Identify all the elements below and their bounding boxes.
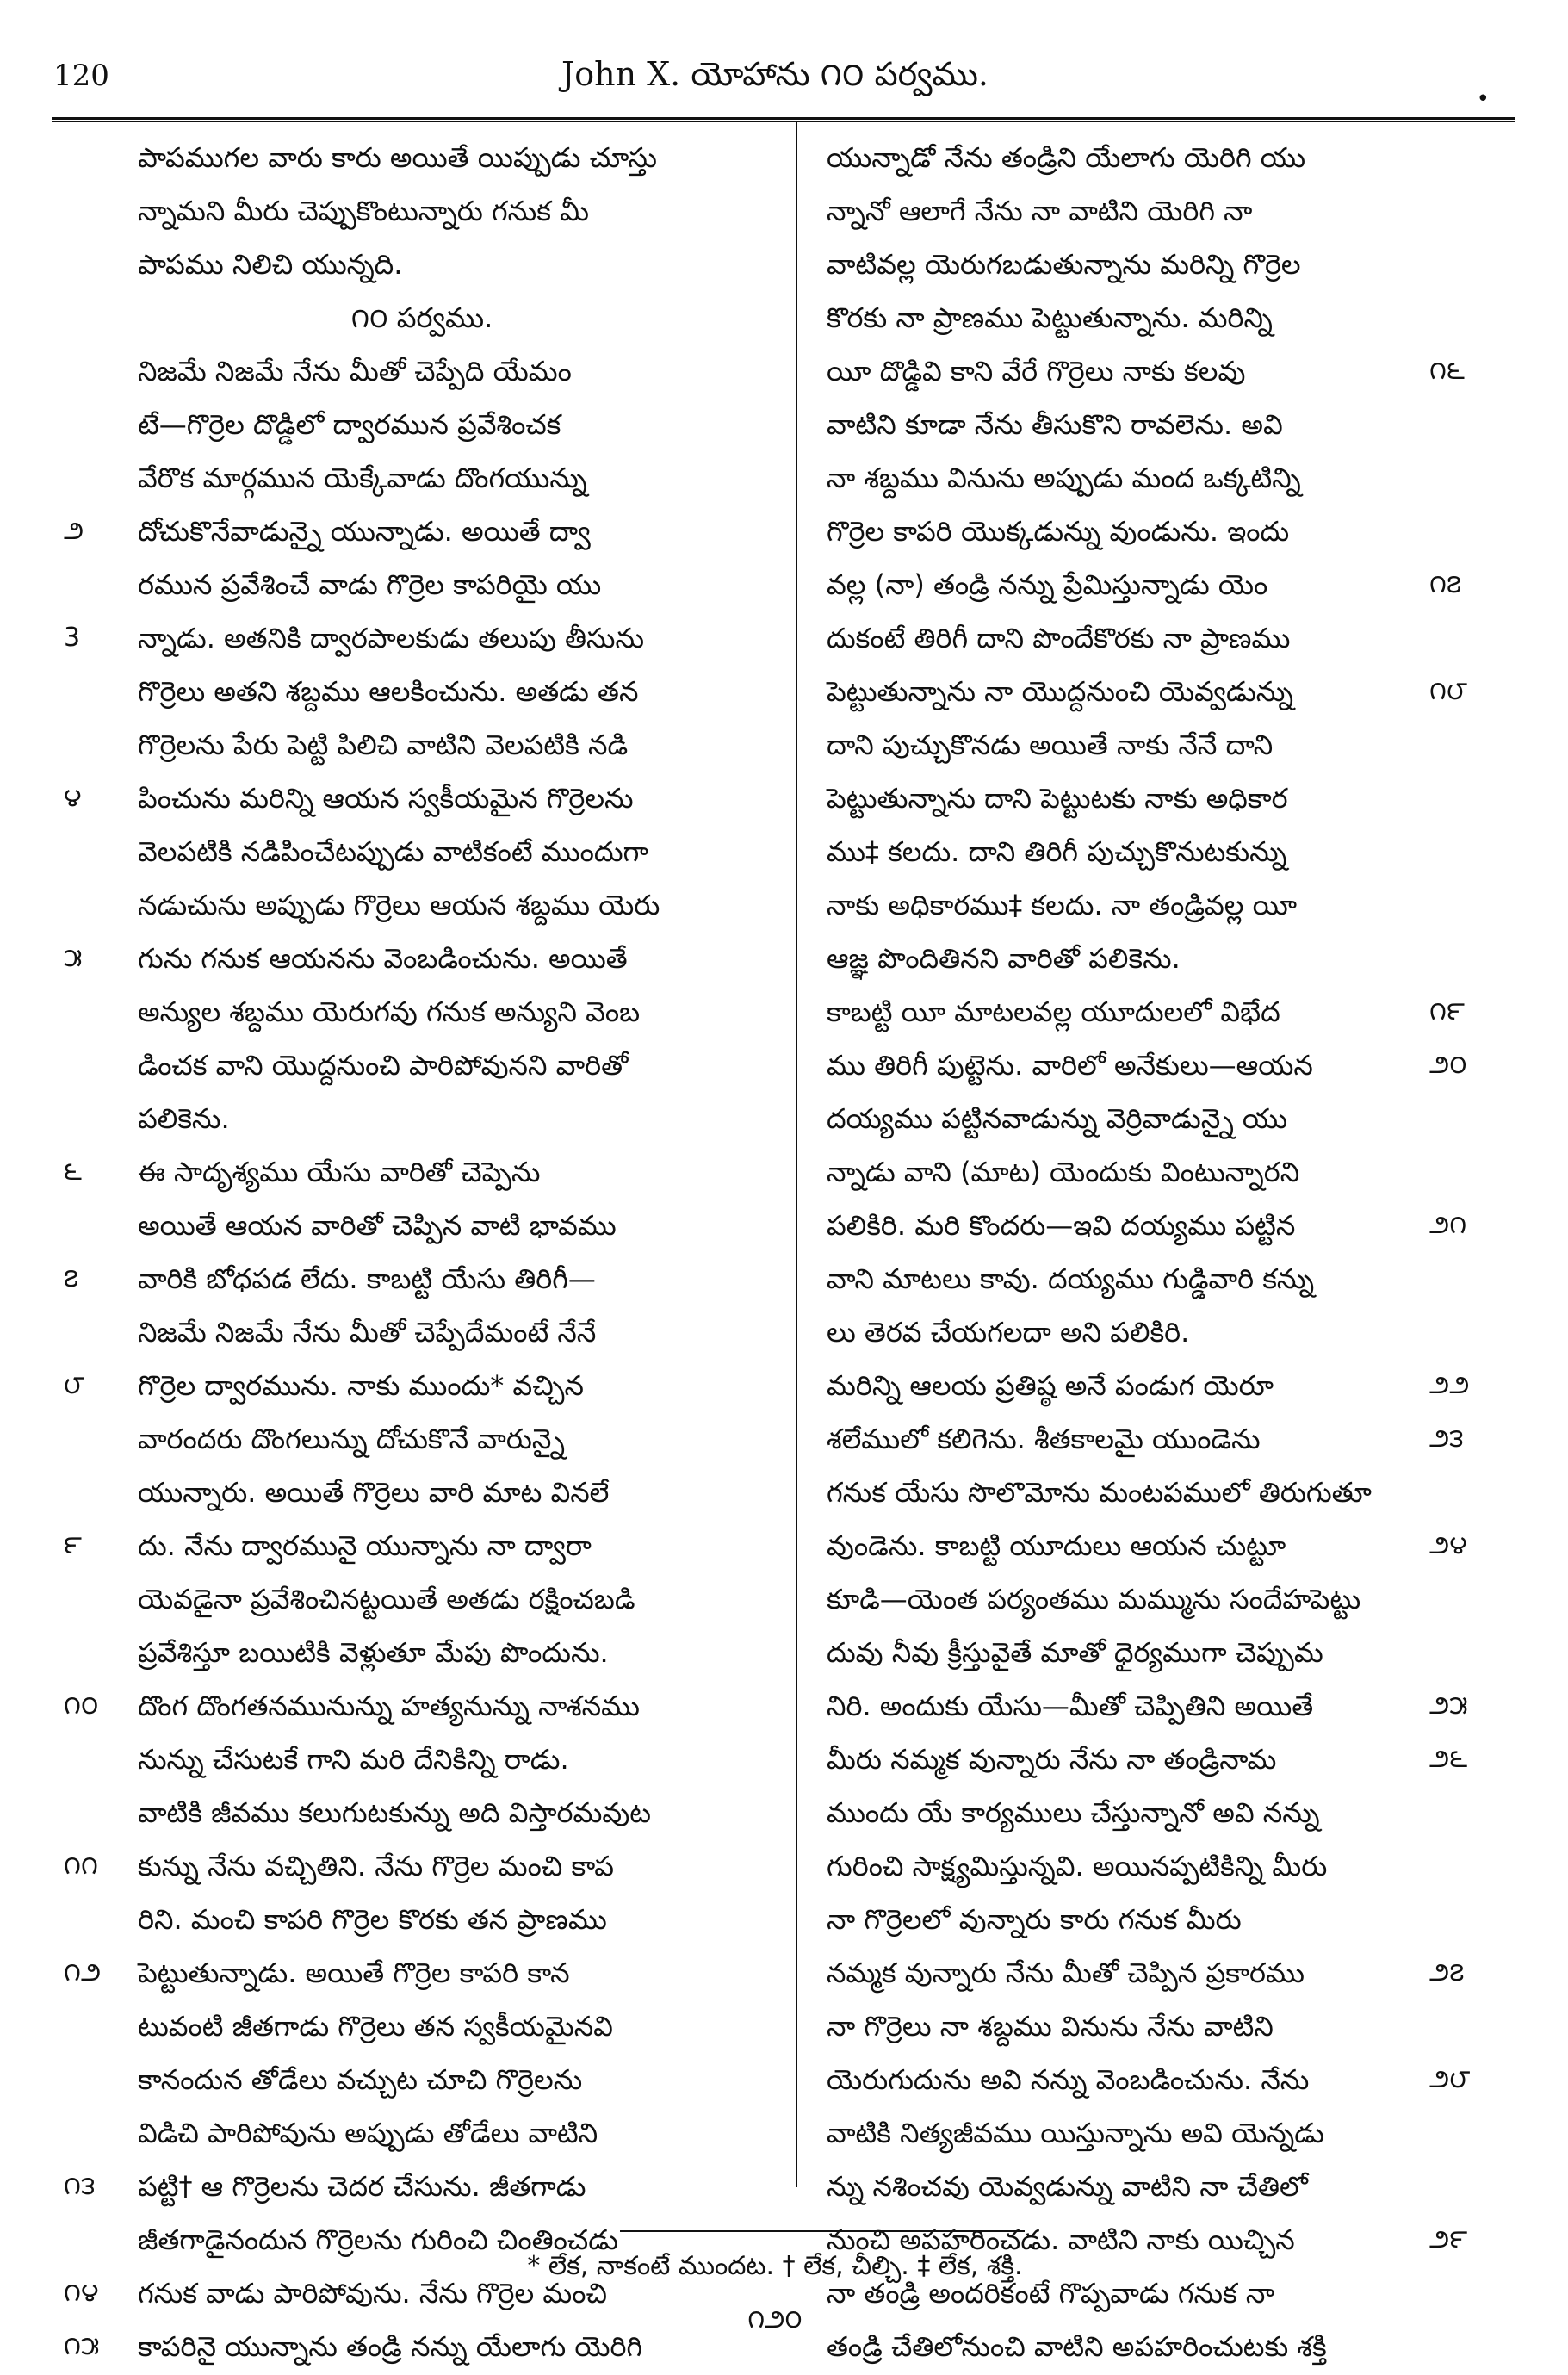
verse-number: ౨౧ (1429, 1210, 1467, 1240)
verse-number: ౧౧ (64, 1851, 98, 1881)
line-text: నిజమే నిజమే నేను మీతో చెప్పేది యేమం (138, 355, 572, 388)
line-text: ము‡ కలదు. దాని తిరిగీ పుచ్చుకొనుటకున్ను (827, 835, 1287, 868)
line-text: ఆజ్ఞ పొందితినని వారితో పలికెను. (827, 942, 1181, 975)
line-text: యెవడైనా ప్రవేశించినట్టయితే అతడు రక్షించబడి (138, 1583, 635, 1615)
line-text: ౧౦ పర్వము. (350, 301, 493, 334)
printer-signature: ౧౨౦ (747, 2304, 803, 2335)
text-line (809, 1839, 1515, 1893)
line-text: నా తండ్రి అందరికంటే గొప్పవాడు గనుక నా (827, 2277, 1275, 2310)
text-line (809, 398, 1515, 451)
verse-number: ౮ (64, 1370, 85, 1400)
verse-number: ౨౬ (1429, 1744, 1468, 1774)
line-text: మీరు నమ్మక వున్నారు నేను నా తండ్రినామ (827, 1743, 1277, 1776)
line-text: గొర్రెలు అతని శబ్దము ఆలకించును. అతడు తన (138, 675, 639, 708)
text-line (809, 1626, 1515, 1679)
line-text: వాటికి నిత్యజీవము యిస్తున్నాను అవి యెన్నడు (827, 2117, 1324, 2149)
line-text: పాపము నిలిచి యున్నది. (138, 248, 403, 281)
text-line (809, 611, 1515, 665)
line-text: దుకంటే తిరిగీ దాని పొందేకొరకు నా ప్రాణము (827, 622, 1291, 654)
text-line (809, 1039, 1515, 1092)
line-text: తండ్రి చేతిలోనుంచి వాటిని అపహరించుటకు శక్తి (827, 2330, 1327, 2363)
line-text: పెట్టుతున్నాను నా యొద్దనుంచి యెవ్వడున్ను (827, 675, 1294, 708)
verse-number: ౨౮ (1429, 2064, 1471, 2094)
header-rule (52, 117, 1515, 120)
text-line (52, 1466, 792, 1519)
text-line (809, 2000, 1515, 2053)
line-text: నమ్మక వున్నారు నేను మీతో చెప్పిన ప్రకారము (827, 1956, 1305, 1989)
line-text: దువు నీవు క్రీస్తువైతే మాతో ధైర్యముగా చెప్పుమ (827, 1636, 1323, 1669)
text-line (52, 451, 792, 505)
text-line (809, 772, 1515, 825)
line-text: లు తెరవ చేయగలదా అని పలికిరి. (827, 1316, 1190, 1349)
line-text: న్నానో ఆలాగే నేను నా వాటిని యెరిగి నా (827, 195, 1253, 227)
text-line (52, 825, 792, 878)
line-text: యీ దొడ్డివి కాని వేరే గొర్రెలు నాకు కలవు (827, 355, 1246, 388)
text-line (52, 1893, 792, 1946)
text-line (52, 2053, 792, 2106)
line-text: రమున ప్రవేశించే వాడు గొర్రెల కాపరియై యు (138, 568, 602, 601)
text-line (52, 238, 792, 291)
text-line (52, 1572, 792, 1626)
line-text: పాపముగల వారు కారు అయితే యిప్పుడు చూస్తు (138, 141, 657, 174)
line-text: యెరుగుదును అవి నన్ను వెంబడించును. నేను (827, 2063, 1310, 2096)
text-line (52, 2000, 792, 2053)
header-rule-thin (52, 121, 1515, 122)
page-number: 120 (53, 59, 109, 93)
text-line (52, 1839, 792, 1893)
text-line (809, 878, 1515, 932)
verse-number: ౬ (64, 1156, 82, 1187)
verse-number: ౧౩ (64, 2171, 96, 2201)
line-text: నుంచి అపహరించడు. వాటిని నాకు యిచ్చిన (827, 2223, 1295, 2256)
verse-number: ౨ (64, 516, 84, 546)
line-text: యున్నారు. అయితే గొర్రెలు వారి మాట వినలే (138, 1476, 610, 1509)
line-text: గురించి సాక్ష్యమిస్తున్నవి. అయినప్పటికిన్ని మీరు (827, 1850, 1328, 1882)
line-text: జీతగాడైనందున గొర్రెలను గురించి చింతించడు (138, 2223, 618, 2256)
line-text: నా శబ్దము వినును అప్పుడు మంద ఒక్కటిన్ని (827, 462, 1301, 494)
line-text: విడిచి పారిపోవును అప్పుడు తోడేలు వాటిని (138, 2117, 598, 2149)
verse-number: ౨౨ (1429, 1370, 1470, 1400)
line-text: శలేములో కలిగెను. శీతకాలమై యుండెను (827, 1423, 1261, 1455)
line-text: టే—గొర్రెల దొడ్డిలో ద్వారమున ప్రవేశించక (138, 408, 561, 441)
text-line (52, 932, 792, 985)
line-text: వల్ల (నా) తండ్రి నన్ను ప్రేమిస్తున్నాడు యెం (827, 568, 1268, 601)
verse-number: ౯ (64, 1530, 82, 1560)
verse-number: ౧౦ (64, 1690, 99, 1721)
text-line (52, 1786, 792, 1839)
line-text: గొర్రెల ద్వారమును. నాకు ముందు* వచ్చిన (138, 1369, 584, 1402)
text-line (809, 2053, 1515, 2106)
line-text: వారందరు దొంగలున్ను దోచుకొనే వారున్నై (138, 1423, 565, 1455)
line-text: పలికెను. (138, 1102, 230, 1135)
text-line (809, 1412, 1515, 1466)
text-line (809, 1199, 1515, 1252)
verse-number: ౨౦ (1429, 1050, 1467, 1080)
text-line (52, 1626, 792, 1679)
text-line (52, 1733, 792, 1786)
text-line (809, 1786, 1515, 1839)
line-text: నిజమే నిజమే నేను మీతో చెప్పేదేమంటే నేనే (138, 1316, 597, 1349)
line-text: అయితే ఆయన వారితో చెప్పిన వాటి భావము (138, 1209, 617, 1242)
footnotes: * లేక, నాకంటే ముందట. † లేక, చీల్చి. ‡ లేక, శక్తి. (527, 2251, 1023, 2281)
line-text: న్ను నశించవు యెవ్వడున్ను వాటిని నా చేతిలో (827, 2170, 1308, 2203)
text-line (809, 825, 1515, 878)
verse-number: ౧౨ (64, 1957, 102, 1987)
line-text: ప్రవేశిస్తూ బయిటికి వెళ్లుతూ మేపు పొందును. (138, 1636, 609, 1669)
line-text: పలికిరి. మరి కొందరు—ఇవి దయ్యము పట్టిన (827, 1209, 1296, 1242)
text-line (52, 772, 792, 825)
verse-number: ౧౬ (1429, 356, 1465, 386)
text-line (809, 2106, 1515, 2160)
line-text: కాబట్టి యీ మాటలవల్ల యూదులలో విభేద (827, 995, 1280, 1028)
text-line (52, 1252, 792, 1305)
text-line (809, 184, 1515, 238)
running-title: John X. యోహాను ౧౦ పర్వము. (561, 55, 989, 93)
text-line (809, 291, 1515, 344)
line-text: రిని. మంచి కాపరి గొర్రెల కొరకు తన ప్రాణము (138, 1903, 607, 1936)
line-text: నాకు అధికారము‡ కలదు. నా తండ్రివల్ల యీ (827, 889, 1298, 921)
text-line (52, 611, 792, 665)
verse-number: ౧౫ (64, 2331, 100, 2361)
text-line (52, 1412, 792, 1466)
text-line (809, 665, 1515, 718)
text-line (809, 558, 1515, 611)
text-line (52, 398, 792, 451)
text-line (52, 2106, 792, 2160)
text-line (52, 1679, 792, 1733)
line-text: ముందు యే కార్యములు చేస్తున్నానో అవి నన్ను (827, 1796, 1320, 1829)
line-text: వేరొక మార్గమున యెక్కేవాడు దొంగయున్ను (138, 462, 587, 494)
text-line (809, 1252, 1515, 1305)
line-text: దోచుకొనేవాడున్నై యున్నాడు. అయితే ద్వా (138, 515, 591, 548)
line-text: ము తిరిగీ పుట్టెను. వారిలో అనేకులు—ఆయన (827, 1049, 1313, 1082)
line-text: నా గొర్రెలు నా శబ్దము వినును నేను వాటిని (827, 2010, 1274, 2043)
verse-number: ౪ (64, 783, 82, 813)
line-text: పెట్టుతున్నాడు. అయితే గొర్రెల కాపరి కాన (138, 1956, 570, 1989)
text-line (52, 1519, 792, 1572)
text-line (52, 1092, 792, 1145)
left-column (52, 131, 792, 2373)
verse-number: ౨౫ (1429, 1690, 1468, 1721)
verse-number: ౧౪ (64, 2278, 99, 2308)
text-line (809, 131, 1515, 184)
text-line (52, 985, 792, 1039)
line-text: యున్నాడో నేను తండ్రిని యేలాగు యెరిగి యు (827, 141, 1306, 174)
line-text: న్నాడు వాని (మాట) యెందుకు వింటున్నారని (827, 1156, 1300, 1188)
line-text: వాటివల్ల యెరుగబడుతున్నాను మరిన్ని గొర్రెల (827, 248, 1301, 281)
line-text: వాటికి జీవము కలుగుటకున్ను అది విస్తారమవుట (138, 1796, 651, 1829)
line-text: కాపరినై యున్నాను తండ్రి నన్ను యేలాగు యెరిగి (138, 2330, 643, 2363)
text-line (809, 1946, 1515, 2000)
line-text: డించక వాని యొద్దనుంచి పారిపోవునని వారితో (138, 1049, 629, 1082)
line-text: కొరకు నా ప్రాణము పెట్టుతున్నాను. మరిన్ని (827, 301, 1273, 334)
header-mark: • (1476, 86, 1490, 112)
text-line (809, 1466, 1515, 1519)
verse-number: ౨౯ (1429, 2224, 1468, 2254)
text-line (809, 1572, 1515, 1626)
line-text: కానందున తోడేలు వచ్చుట చూచి గొర్రెలను (138, 2063, 583, 2096)
text-line (52, 1359, 792, 1412)
verse-number: ౨౭ (1429, 1957, 1465, 1987)
text-line (809, 1893, 1515, 1946)
verse-number: ౫ (64, 943, 83, 973)
text-line (809, 505, 1515, 558)
verse-number: ౧౯ (1429, 996, 1465, 1026)
text-line (52, 665, 792, 718)
text-line (809, 718, 1515, 772)
line-text: పించును మరిన్ని ఆయన స్వకీయమైన గొర్రెలను (138, 782, 634, 815)
line-text: వాని మాటలు కావు. దయ్యము గుడ్డివారి కన్ను (827, 1262, 1315, 1295)
line-text: కున్ను నేను వచ్చితిని. నేను గొర్రెల మంచి కాప (138, 1850, 614, 1882)
text-line (809, 985, 1515, 1039)
verse-number: ౧౮ (1429, 676, 1468, 706)
verse-number: ౧౭ (1429, 569, 1462, 599)
text-line (52, 505, 792, 558)
text-line (809, 1519, 1515, 1572)
line-text: పట్టి† ఆ గొర్రెలను చెదర చేసును. జీతగాడు (138, 2170, 586, 2203)
line-text: నా గొర్రెలలో వున్నారు కారు గనుక మీరు (827, 1903, 1242, 1936)
verse-number: ౭ (64, 1263, 79, 1293)
text-line (809, 1305, 1515, 1359)
line-text: దు. నేను ద్వారమునై యున్నాను నా ద్వారా (138, 1529, 592, 1562)
line-text: టువంటి జీతగాడు గొర్రెలు తన స్వకీయమైనవి (138, 2010, 613, 2043)
column-divider (796, 121, 797, 2187)
line-text: న్నామని మీరు చెప్పుకొంటున్నారు గనుక మీ (138, 195, 589, 227)
line-text: వాటిని కూడా నేను తీసుకొని రావలెను. అవి (827, 408, 1283, 441)
line-text: దొంగ దొంగతనమునున్ను హత్యనున్ను నాశనము (138, 1690, 640, 1722)
line-text: మరిన్ని ఆలయ ప్రతిష్ఠ అనే పండుగ యెరూ (827, 1369, 1274, 1402)
text-line (809, 451, 1515, 505)
line-text: వుండెను. కాబట్టి యూదులు ఆయన చుట్టూ (827, 1529, 1286, 1562)
line-text: నున్ను చేసుటకే గాని మరి దేనికిన్ని రాడు. (138, 1743, 569, 1776)
line-text: దాని పుచ్చుకొనడు అయితే నాకు నేనే దాని (827, 729, 1274, 761)
line-text: గనుక వాడు పారిపోవును. నేను గొర్రెల మంచి (138, 2277, 607, 2310)
section-heading (52, 291, 792, 344)
text-line (809, 932, 1515, 985)
line-text: నడుచును అప్పుడు గొర్రెలు ఆయన శబ్దము యెరు (138, 889, 660, 921)
line-text: నిరి. అందుకు యేసు—మీతో చెప్పితిని అయితే (827, 1690, 1314, 1722)
line-text: వెలపటికి నడిపించేటప్పుడు వాటికంటే ముందుగా (138, 835, 649, 868)
line-text: ఈ సాదృశ్యము యేసు వారితో చెప్పెను (138, 1156, 541, 1188)
line-text: కూడి—యెంత పర్యంతము మమ్మును సందేహపెట్టు (827, 1583, 1361, 1615)
line-text: పెట్టుతున్నాను దాని పెట్టుటకు నాకు అధికార (827, 782, 1288, 815)
text-line (52, 131, 792, 184)
verse-number: ౨౩ (1429, 1423, 1464, 1454)
line-text: గొర్రెల కాపరి యొక్కడున్ను వుండును. ఇందు (827, 515, 1290, 548)
line-text: న్నాడు. అతనికి ద్వారపాలకుడు తలుపు తీసును (138, 622, 645, 654)
text-line (809, 238, 1515, 291)
line-text: గనుక యేసు సొలొమోను మంటపములో తిరుగుతూ (827, 1476, 1372, 1509)
text-line (52, 184, 792, 238)
text-line (52, 1305, 792, 1359)
text-line (52, 1946, 792, 2000)
text-line (52, 2160, 792, 2213)
right-column (809, 131, 1515, 2373)
text-line (809, 1733, 1515, 1786)
text-line (52, 1145, 792, 1199)
text-line (809, 1359, 1515, 1412)
running-header (34, 34, 1515, 112)
footnote-rule (620, 2230, 1025, 2232)
verse-number: 3 (64, 623, 81, 653)
verse-number: ౨౪ (1429, 1530, 1467, 1560)
line-text: గును గనుక ఆయనను వెంబడించును. అయితే (138, 942, 628, 975)
text-line (52, 558, 792, 611)
page (34, 34, 1515, 2363)
text-line (52, 878, 792, 932)
text-line (52, 344, 792, 398)
text-line (809, 1679, 1515, 1733)
text-line (809, 1092, 1515, 1145)
text-line (809, 344, 1515, 398)
text-line (809, 1145, 1515, 1199)
line-text: దయ్యము పట్టినవాడున్ను వెర్రివాడున్నై యు (827, 1102, 1288, 1135)
line-text: వారికి బోధపడ లేదు. కాబట్టి యేసు తిరిగీ— (138, 1262, 596, 1295)
line-text: గొర్రెలను పేరు పెట్టి పిలిచి వాటిని వెలపటికి నడి (138, 729, 629, 761)
text-line (52, 1199, 792, 1252)
text-line (809, 2160, 1515, 2213)
line-text: అన్యుల శబ్దము యెరుగవు గనుక అన్యుని వెంబ (138, 995, 641, 1028)
text-line (52, 1039, 792, 1092)
text-line (52, 718, 792, 772)
